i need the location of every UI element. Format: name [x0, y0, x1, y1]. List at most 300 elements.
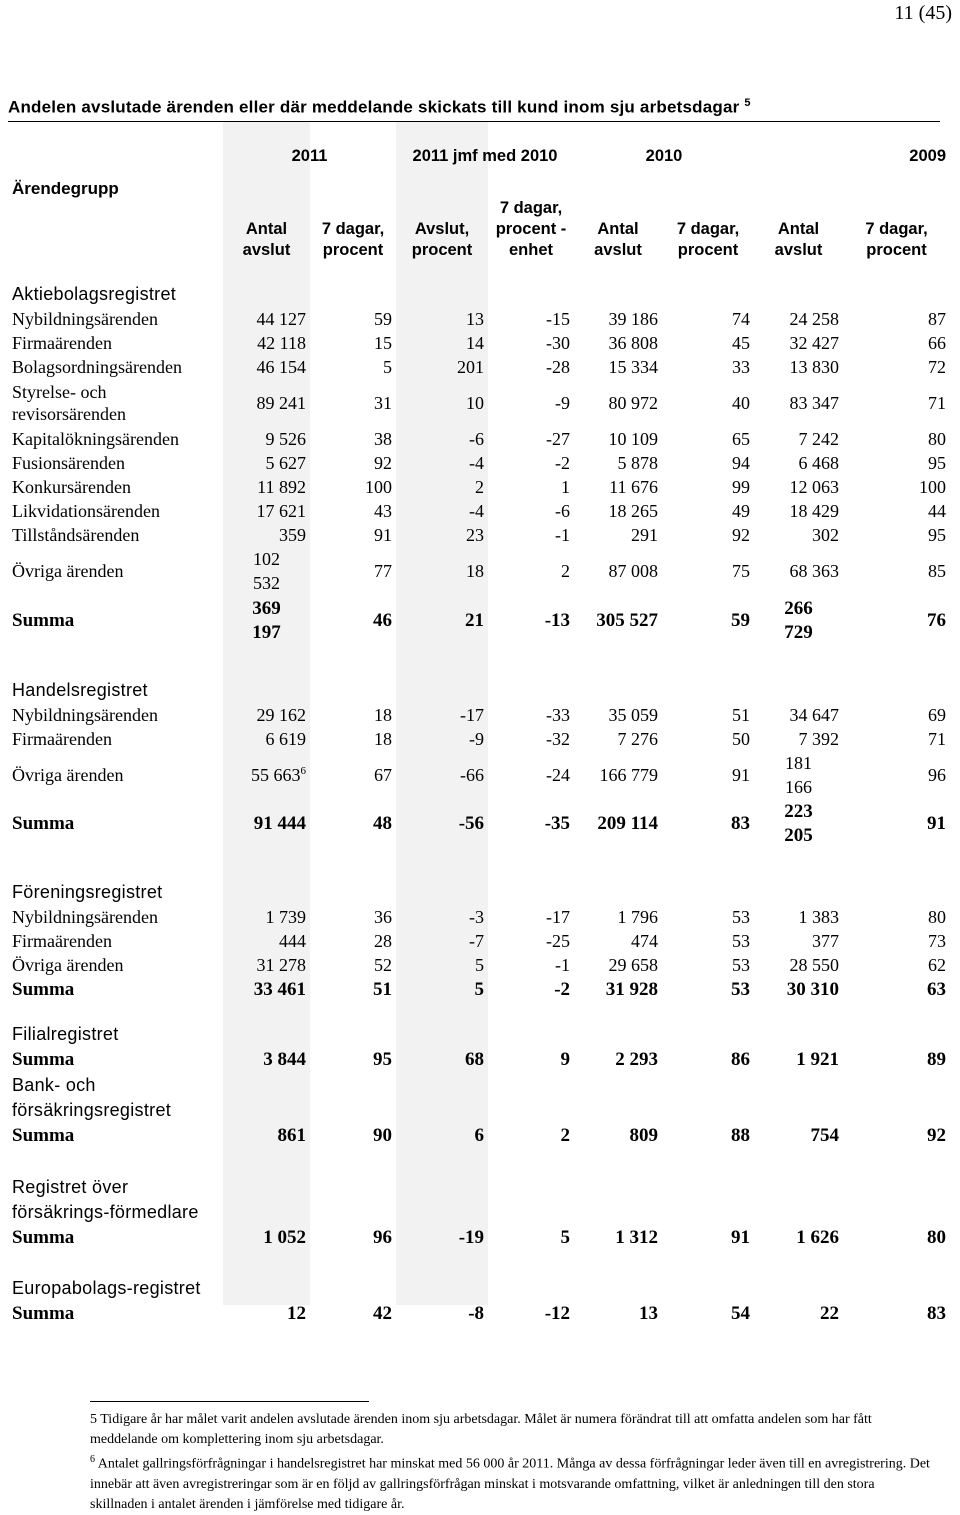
sum-row: [8, 1123, 950, 1149]
row-label: Bolagsordningsärenden: [12, 356, 182, 377]
cell-text: -25: [546, 930, 571, 951]
cell-text: -9: [469, 728, 485, 749]
cell-value: [396, 799, 488, 849]
table-row: [8, 475, 950, 499]
cell-text: 100: [919, 476, 947, 497]
cell-value: [574, 905, 662, 929]
cell-text: 80: [928, 906, 947, 927]
cell-value: [396, 703, 488, 727]
cell-text: 2: [475, 476, 485, 497]
section-header-row: [8, 1003, 950, 1047]
cell-text: 62: [928, 954, 947, 975]
cell-value: [223, 977, 310, 1003]
cell-value: [843, 595, 950, 647]
cell-value: [488, 905, 574, 929]
section-header-row: [8, 647, 950, 703]
table-body: [8, 267, 950, 1327]
cell-value: [223, 547, 310, 595]
sum-label: Summa: [12, 610, 75, 631]
cell-value: [310, 331, 396, 355]
cell-text: 80 972: [608, 392, 659, 413]
cell-value: [223, 799, 310, 849]
cell-value: [754, 905, 843, 929]
cell-text: 209 114: [597, 813, 659, 834]
cell-value: [310, 727, 396, 751]
section-header-row: [8, 1251, 950, 1301]
cell-value: [843, 331, 950, 355]
cell-text: 22: [820, 1303, 840, 1324]
cell-text: 68: [465, 1049, 485, 1070]
cell-value: [574, 953, 662, 977]
cell-text: 45: [732, 332, 751, 353]
row-label: Nybildningsärenden: [12, 906, 158, 927]
page-number: 11 (45): [894, 2, 952, 24]
cell-value: [396, 331, 488, 355]
sum-row: [8, 977, 950, 1003]
section-heading: Aktiebolagsregistret: [12, 284, 177, 304]
cell-text: 6: [474, 1125, 485, 1146]
year-2010: 2010: [645, 147, 683, 165]
cell-text: 33 461: [253, 979, 306, 1000]
cell-text: -4: [469, 500, 485, 521]
cell-value: [223, 727, 310, 751]
cell-value: [396, 1225, 488, 1251]
cell-text: 49: [732, 500, 751, 521]
footnote-5-number: 5: [90, 1412, 97, 1427]
cell-value: [754, 355, 843, 379]
cell-text: 44: [928, 500, 947, 521]
cell-value: [310, 547, 396, 595]
cell-value: [310, 953, 396, 977]
cell-text: 1 796: [617, 906, 659, 927]
cell-value: [223, 1047, 310, 1073]
cell-text: -30: [546, 332, 571, 353]
cell-value: [488, 307, 574, 331]
cell-text: -8: [468, 1303, 485, 1324]
cell-text: 1 312: [615, 1227, 659, 1248]
table-row: [8, 703, 950, 727]
cell-text: -13: [544, 610, 571, 631]
cell-value: [488, 355, 574, 379]
cell-value: [223, 523, 310, 547]
cell-value: [574, 451, 662, 475]
cell-text: 474: [631, 930, 659, 951]
cell-value: [754, 727, 843, 751]
cell-value: [662, 475, 754, 499]
cell-value: [843, 355, 950, 379]
table-row: [8, 427, 950, 451]
cell-text: 3 844: [263, 1049, 306, 1070]
cell-value: [223, 307, 310, 331]
cell-value: [754, 547, 843, 595]
cell-value: [662, 307, 754, 331]
cell-text: 53: [732, 954, 751, 975]
cell-value: [310, 499, 396, 523]
cell-text: 31 278: [256, 954, 306, 975]
cell-text: 42 118: [257, 332, 306, 353]
cell-text: 32 427: [789, 332, 840, 353]
cell-value: [754, 475, 843, 499]
cell-text: -1: [555, 954, 571, 975]
cell-value: [843, 1047, 950, 1073]
row-label: Nybildningsärenden: [12, 308, 158, 329]
cell-text: 36 808: [608, 332, 659, 353]
cell-value: [488, 799, 574, 849]
row-label: Tillståndsärenden: [12, 524, 140, 545]
year-2009: 2009: [909, 147, 947, 165]
cell-value: [754, 427, 843, 451]
section-header-row: [8, 849, 950, 905]
cell-value: [662, 751, 754, 799]
cell-value: [396, 1047, 488, 1073]
cell-text: 5 878: [617, 452, 659, 473]
row-label: Likvidationsärenden: [12, 500, 160, 521]
cell-value: [223, 1123, 310, 1149]
cell-value: [843, 929, 950, 953]
cell-text: 6 619: [265, 728, 306, 749]
cell-text: 51: [373, 979, 393, 1000]
cell-value: [574, 595, 662, 647]
cell-text: 80: [927, 1227, 947, 1248]
cell-text: 90: [373, 1125, 393, 1146]
row-label: Fusionsärenden: [12, 452, 125, 473]
cell-value: [662, 1123, 754, 1149]
cell-text: 369 197: [252, 598, 281, 643]
cell-text: 46 154: [256, 356, 306, 377]
col-antal-avslut-2009: Antal avslut: [774, 220, 823, 259]
cell-value: [662, 523, 754, 547]
cell-text: 43: [374, 500, 393, 521]
cell-text: 71: [928, 728, 947, 749]
col-antal-avslut-2010: Antal avslut: [594, 220, 642, 259]
cell-value: [223, 379, 310, 427]
cell-value: [754, 331, 843, 355]
cell-value: [396, 1123, 488, 1149]
cell-text: 12 063: [789, 476, 840, 497]
footnote-6-number: 6: [90, 1454, 95, 1465]
cell-text: 29 658: [608, 954, 659, 975]
cell-text: 83: [731, 813, 751, 834]
cell-value: [223, 1301, 310, 1327]
cell-text: 15 334: [608, 356, 659, 377]
cell-text: 35 059: [608, 704, 659, 725]
cell-text: 30 310: [786, 979, 840, 1000]
footnote-rule: [90, 1401, 369, 1402]
cell-text: 53: [732, 906, 751, 927]
cell-value: [843, 523, 950, 547]
cell-text: -33: [546, 704, 571, 725]
cell-text: 53: [731, 979, 751, 1000]
cell-text: 17 621: [256, 500, 306, 521]
cell-text: 91: [732, 764, 751, 785]
year-2011: 2011: [291, 147, 328, 165]
cell-value: [754, 953, 843, 977]
sum-row: [8, 1301, 950, 1327]
table-row: [8, 929, 950, 953]
cell-text: 223 205: [784, 801, 813, 846]
cell-value: [488, 547, 574, 595]
cell-text: 40: [732, 392, 751, 413]
cell-text: 95: [928, 452, 947, 473]
cell-value: [488, 595, 574, 647]
cell-text: 76: [927, 610, 947, 631]
cell-value: [574, 523, 662, 547]
cell-value: [843, 379, 950, 427]
cell-text: 53: [732, 930, 751, 951]
cell-value: [396, 379, 488, 427]
sum-label: Summa: [12, 979, 75, 1000]
footnote-6-marker: 6: [300, 764, 306, 777]
cell-text: 89 241: [256, 392, 306, 413]
table-row: [8, 905, 950, 929]
cell-text: 1 921: [796, 1049, 840, 1070]
cell-text: 99: [732, 476, 751, 497]
cell-text: -19: [458, 1227, 485, 1248]
cell-text: 52: [374, 954, 393, 975]
row-label: Firmaärenden: [12, 728, 112, 749]
row-label: Nybildningsärenden: [12, 704, 158, 725]
cell-value: [754, 523, 843, 547]
cell-value: [754, 1225, 843, 1251]
cell-text: 28 550: [789, 954, 840, 975]
cell-value: [574, 1301, 662, 1327]
cell-value: [310, 523, 396, 547]
cell-text: 34 647: [789, 704, 840, 725]
cell-text: 69: [928, 704, 947, 725]
cell-text: 2: [561, 560, 571, 581]
cell-value: [488, 1123, 574, 1149]
cell-text: -2: [554, 979, 571, 1000]
table-row: [8, 307, 950, 331]
cell-value: [223, 751, 310, 799]
cell-text: 95: [373, 1049, 393, 1070]
cell-text: -2: [555, 452, 571, 473]
cell-text: 24 258: [789, 308, 840, 329]
cell-value: [396, 905, 488, 929]
cell-value: [310, 379, 396, 427]
cell-text: 51: [732, 704, 751, 725]
cell-text: -15: [546, 308, 571, 329]
cell-text: -3: [469, 906, 485, 927]
cell-value: [754, 1301, 843, 1327]
cell-value: [488, 379, 574, 427]
cell-value: [396, 499, 488, 523]
cell-text: 36: [374, 906, 393, 927]
table-row: [8, 355, 950, 379]
cell-value: [396, 1301, 488, 1327]
cell-text: 5: [475, 954, 485, 975]
cell-text: 87: [928, 308, 947, 329]
cell-value: [488, 451, 574, 475]
cell-text: 66: [928, 332, 947, 353]
cell-value: [574, 703, 662, 727]
cell-value: [843, 1123, 950, 1149]
col-7-dagar-2011: 7 dagar, procent: [321, 220, 385, 259]
row-label: Styrelse- och revisorsärenden: [12, 382, 126, 424]
cell-text: 13: [466, 308, 485, 329]
cell-value: [488, 523, 574, 547]
cell-value: [310, 929, 396, 953]
cell-value: [223, 595, 310, 647]
cell-text: -1: [555, 524, 571, 545]
cell-text: 75: [732, 560, 751, 581]
cell-text: 5 627: [265, 452, 306, 473]
cell-text: 18 265: [608, 500, 659, 521]
cell-text: 63: [927, 979, 947, 1000]
cell-value: [488, 977, 574, 1003]
cell-value: [843, 547, 950, 595]
cell-value: [310, 1225, 396, 1251]
cell-value: [574, 977, 662, 1003]
cell-value: [843, 1301, 950, 1327]
cell-value: [843, 953, 950, 977]
cell-text: 13 830: [789, 356, 840, 377]
cell-text: -4: [469, 452, 485, 473]
cell-text: 7 392: [798, 728, 840, 749]
cell-value: [662, 595, 754, 647]
cell-value: [396, 953, 488, 977]
cell-value: [662, 977, 754, 1003]
cell-value: [310, 355, 396, 379]
cell-text: -35: [544, 813, 571, 834]
cell-text: 65: [732, 428, 751, 449]
cell-text: 59: [374, 308, 393, 329]
cell-value: [310, 1301, 396, 1327]
cell-value: [396, 977, 488, 1003]
cell-value: [574, 547, 662, 595]
cell-value: [754, 451, 843, 475]
section-header-row: [8, 267, 950, 307]
row-label: Firmaärenden: [12, 332, 112, 353]
cell-value: [223, 953, 310, 977]
cell-text: 15: [374, 332, 393, 353]
cell-value: [754, 379, 843, 427]
year-2011-vs-2010: 2011 jmf med 2010: [412, 147, 558, 165]
cell-text: -24: [546, 764, 571, 785]
cell-value: [396, 475, 488, 499]
sum-label: Summa: [12, 1227, 75, 1248]
cell-value: [843, 427, 950, 451]
cell-text: 38: [374, 428, 393, 449]
cell-value: [662, 379, 754, 427]
table-row: [8, 523, 950, 547]
cell-text: 50: [732, 728, 751, 749]
cell-text: 1 626: [796, 1227, 840, 1248]
table-title: [8, 97, 751, 118]
cell-text: 92: [732, 524, 751, 545]
cell-text: 86: [731, 1049, 751, 1070]
col-7-dagar-enhet: 7 dagar, procent -enhet: [495, 199, 567, 259]
cell-value: [396, 929, 488, 953]
cell-value: [396, 751, 488, 799]
cell-text: 77: [374, 560, 393, 581]
cell-value: [223, 1225, 310, 1251]
cell-text: 39 186: [608, 308, 659, 329]
sum-label: Summa: [12, 1125, 75, 1146]
cell-value: [310, 799, 396, 849]
cell-text: 9: [560, 1049, 571, 1070]
cell-value: [662, 547, 754, 595]
cell-value: [662, 331, 754, 355]
cell-text: 377: [812, 930, 840, 951]
cell-value: [843, 977, 950, 1003]
row-label: Kapitalökningsärenden: [12, 428, 179, 449]
sum-label: Summa: [12, 1303, 75, 1324]
cell-text: -28: [546, 356, 571, 377]
cell-text: 88: [731, 1125, 751, 1146]
cell-value: [310, 703, 396, 727]
cell-value: [843, 1225, 950, 1251]
cell-text: 861: [277, 1125, 306, 1146]
cell-text: 29 162: [256, 704, 306, 725]
section-heading: Handelsregistret: [12, 680, 148, 700]
cell-text: 102 532: [253, 549, 280, 593]
cell-text: 21: [465, 610, 485, 631]
cell-value: [310, 905, 396, 929]
cell-text: 73: [928, 930, 947, 951]
cell-value: [488, 331, 574, 355]
cell-text: -27: [546, 428, 571, 449]
cell-value: [310, 977, 396, 1003]
cell-text: 67: [374, 764, 393, 785]
table-row: [8, 953, 950, 977]
cell-value: [574, 1047, 662, 1073]
cell-text: 85: [928, 560, 947, 581]
cell-text: 201: [457, 356, 485, 377]
cell-value: [396, 355, 488, 379]
cell-value: [223, 499, 310, 523]
cell-value: [843, 475, 950, 499]
cell-value: [396, 727, 488, 751]
table-row: [8, 751, 950, 799]
cell-value: [754, 1123, 843, 1149]
cell-value: [662, 953, 754, 977]
table-row: [8, 547, 950, 595]
cell-value: [574, 475, 662, 499]
cell-value: [662, 1225, 754, 1251]
cell-text: 7 242: [798, 428, 840, 449]
cell-text: 18: [466, 560, 485, 581]
cell-text: 1 052: [263, 1227, 306, 1248]
cell-value: [662, 905, 754, 929]
table-row: [8, 499, 950, 523]
cell-text: 33: [732, 356, 751, 377]
cell-value: [488, 703, 574, 727]
footnote-6-text: Antalet gallringsförfrågningar i handelsregistret har minskat med 56 000 år 2011. Många av dessa förfrågningar leder även till en avregistrering. Det innebär att även avregistreringar som är en följd av gallringsförfrågan minskat i motsvarande omfattning, vilket är anledningen till den stora skillnaden i antalet ärenden i jämförelse med tidigare år.: [90, 1456, 930, 1512]
cell-text: 359: [279, 524, 306, 545]
cell-value: [574, 1225, 662, 1251]
cell-value: [223, 427, 310, 451]
cell-text: -66: [460, 764, 485, 785]
footnotes: [90, 1410, 930, 1515]
cell-value: [396, 523, 488, 547]
section-heading: Europabolags-registret: [12, 1278, 201, 1298]
row-label-header: Ärendegrupp: [12, 179, 119, 198]
cell-text: 754: [810, 1125, 840, 1146]
cell-value: [223, 703, 310, 727]
cell-value: [396, 451, 488, 475]
cell-value: [843, 499, 950, 523]
table-row: [8, 331, 950, 355]
cell-value: [843, 307, 950, 331]
cell-value: [310, 475, 396, 499]
cell-text: 31 928: [605, 979, 659, 1000]
cell-value: [662, 355, 754, 379]
section-heading: Föreningsregistret: [12, 882, 163, 902]
cell-text: 11 892: [257, 476, 306, 497]
cell-text: 48: [373, 813, 393, 834]
cell-value: [488, 1301, 574, 1327]
